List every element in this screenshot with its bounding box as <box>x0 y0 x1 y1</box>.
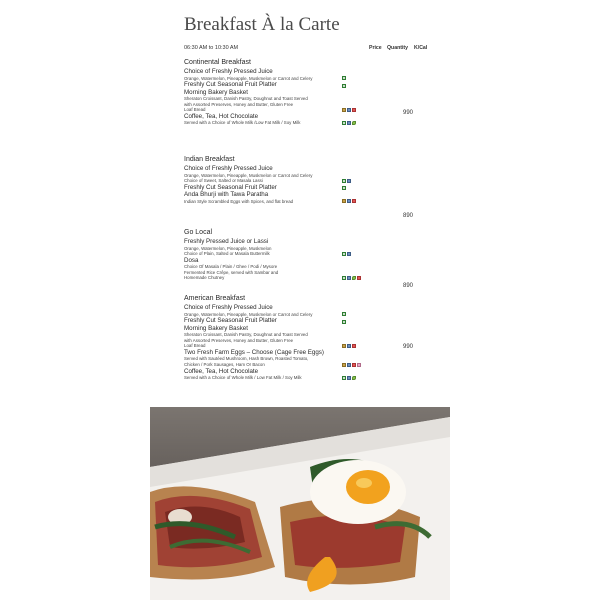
item-description: Choice of Plain, Salted or Masala Buttermilk <box>184 251 270 257</box>
dietary-icons <box>342 84 346 88</box>
item-name: Coffee, Tea, Hot Chocolate <box>184 367 259 375</box>
item-description: Orange, Watermelon, Pineapple, Muskmelon or Carrot and Celery <box>184 75 313 81</box>
egg-icon <box>352 363 356 367</box>
dairy-icon <box>347 179 351 183</box>
menu-item <box>184 349 434 368</box>
menu-item <box>184 304 434 317</box>
menu-item <box>184 317 434 325</box>
gluten-icon <box>342 199 346 203</box>
item-name: Coffee, Tea, Hot Chocolate <box>184 112 259 120</box>
section-price: 890 <box>403 213 414 219</box>
gluten-icon <box>342 363 346 367</box>
item-name: Freshly Cut Seasonal Fruit Platter <box>184 81 277 89</box>
menu-page <box>150 0 450 600</box>
item-name: Choice of Freshly Pressed Juice <box>184 304 273 311</box>
dietary-icons <box>342 108 356 112</box>
item-name: Two Fresh Farm Eggs – Choose (Cage Free Eggs) <box>184 348 324 356</box>
dietary-icons <box>342 186 346 190</box>
column-price: Price <box>369 45 382 51</box>
dairy-icon <box>347 376 351 380</box>
egg-icon <box>352 199 356 203</box>
section-title: Indian Breakfast <box>184 156 235 163</box>
dietary-icons <box>342 276 361 280</box>
menu-section <box>184 294 434 381</box>
item-description: with Assorted Preserves, Honey and Butter, Gluten Free <box>184 101 294 107</box>
menu-item <box>184 89 434 113</box>
dietary-icons <box>342 376 356 380</box>
dietary-icons <box>342 344 356 348</box>
item-description: Served with Sautéed Mushroom, Hash Brown, Roasted Tomato, <box>184 356 309 362</box>
item-name: Dosa <box>184 256 199 264</box>
food-plate-illustration <box>150 407 450 600</box>
item-description: Orange, Watermelon, Pineapple, Muskmelon or Carrot and Celery <box>184 172 313 178</box>
menu-item <box>184 81 434 89</box>
dairy-icon <box>347 252 351 256</box>
breakfast-photo <box>150 407 450 600</box>
menu-item <box>184 368 434 381</box>
egg-icon <box>352 344 356 348</box>
dietary-icons <box>342 312 346 316</box>
menu-item <box>184 165 434 184</box>
menu-item <box>184 257 434 281</box>
item-description: Fermented Rice Crêpe, served with Sambar and <box>184 269 279 275</box>
menu-section <box>184 155 434 219</box>
item-description: Sheraton Croissant, Danish Pastry, Doughnut and Toast Served <box>184 332 308 338</box>
dairy-icon <box>347 363 351 367</box>
veg-icon <box>342 252 346 256</box>
veg-icon <box>342 76 346 80</box>
item-description: Homemade Chutney <box>184 275 225 281</box>
item-name: Morning Bakery Basket <box>184 88 248 96</box>
dietary-icons <box>342 320 346 324</box>
item-description: Loaf Bread <box>184 107 206 113</box>
menu-item <box>184 113 434 126</box>
veg-icon <box>342 121 346 125</box>
pink-icon <box>357 363 361 367</box>
leaf-icon <box>352 276 356 280</box>
menu-item <box>184 325 434 349</box>
item-name: Morning Bakery Basket <box>184 324 248 332</box>
section-price: 890 <box>403 283 414 289</box>
veg-icon <box>342 312 346 316</box>
column-kcal: K/Cal <box>414 45 428 51</box>
menu-item <box>184 68 434 81</box>
dietary-icons <box>342 252 351 256</box>
gluten-icon <box>342 108 346 112</box>
section-price: 990 <box>403 344 414 350</box>
item-description: Choice of Sweet, Salted or Masala Lassi <box>184 178 263 184</box>
serving-time: 06:30 AM to 10:30 AM <box>184 45 239 51</box>
item-name: Freshly Cut Seasonal Fruit Platter <box>184 183 277 191</box>
item-description: Orange, Watermelon, Pineapple, Muskmelon <box>184 245 272 251</box>
item-name: Freshly Pressed Juice or Lassi <box>184 238 269 245</box>
gluten-icon <box>342 344 346 348</box>
dietary-icons <box>342 179 351 183</box>
item-name: Freshly Cut Seasonal Fruit Platter <box>184 317 277 325</box>
veg-icon <box>342 84 346 88</box>
section-title: Go Local <box>184 229 213 236</box>
item-description: Orange, Watermelon, Pineapple, Muskmelon or Carrot and Celery <box>184 311 313 317</box>
egg-icon <box>357 276 361 280</box>
veg-icon <box>342 376 346 380</box>
item-description: Served with a Choice of Whole Milk /Low Fat Milk / Soy Milk <box>184 120 301 126</box>
leaf-icon <box>352 121 356 125</box>
dairy-icon <box>347 344 351 348</box>
column-quantity: Quantity <box>387 45 409 51</box>
veg-icon <box>342 179 346 183</box>
item-description: Chicken / Pork Sausages, Ham Or Bacon <box>184 361 265 367</box>
item-name: Choice of Freshly Pressed Juice <box>184 68 273 75</box>
section-title: American Breakfast <box>184 295 246 302</box>
item-description: Sheraton Croissant, Danish Pastry, Doughnut and Toast Served <box>184 96 308 102</box>
leaf-icon <box>352 376 356 380</box>
section-title: Continental Breakfast <box>184 59 251 66</box>
item-description: with Assorted Preserves, Honey and Butter, Gluten Free <box>184 337 294 343</box>
dietary-icons <box>342 363 361 367</box>
dietary-icons <box>342 121 356 125</box>
item-description: Choice Of Masala / Plain / Ghee / Podi / Mysore <box>184 264 278 270</box>
veg-icon <box>342 186 346 190</box>
menu-section <box>184 228 434 289</box>
item-name: Choice of Freshly Pressed Juice <box>184 165 273 172</box>
item-description: Served with a Choice of Whole Milk / Low Fat Milk / Soy Milk <box>184 375 302 381</box>
item-description: Loaf Bread <box>184 343 206 349</box>
dairy-icon <box>347 199 351 203</box>
menu-title: Breakfast À la Carte <box>184 14 340 35</box>
dietary-icons <box>342 76 346 80</box>
dairy-icon <box>347 276 351 280</box>
item-description: Indian Style Scrambled Eggs with Spices, and flat bread <box>184 198 294 204</box>
veg-icon <box>342 320 346 324</box>
section-price: 990 <box>403 110 414 116</box>
menu-item <box>184 184 434 192</box>
item-name: Anda Bhurji with Tawa Paratha <box>184 191 269 199</box>
menu-section <box>184 58 434 126</box>
veg-icon <box>342 276 346 280</box>
dairy-icon <box>347 108 351 112</box>
dietary-icons <box>342 199 356 203</box>
dairy-icon <box>347 121 351 125</box>
menu-item <box>184 191 434 204</box>
menu-item <box>184 238 434 257</box>
egg-icon <box>352 108 356 112</box>
